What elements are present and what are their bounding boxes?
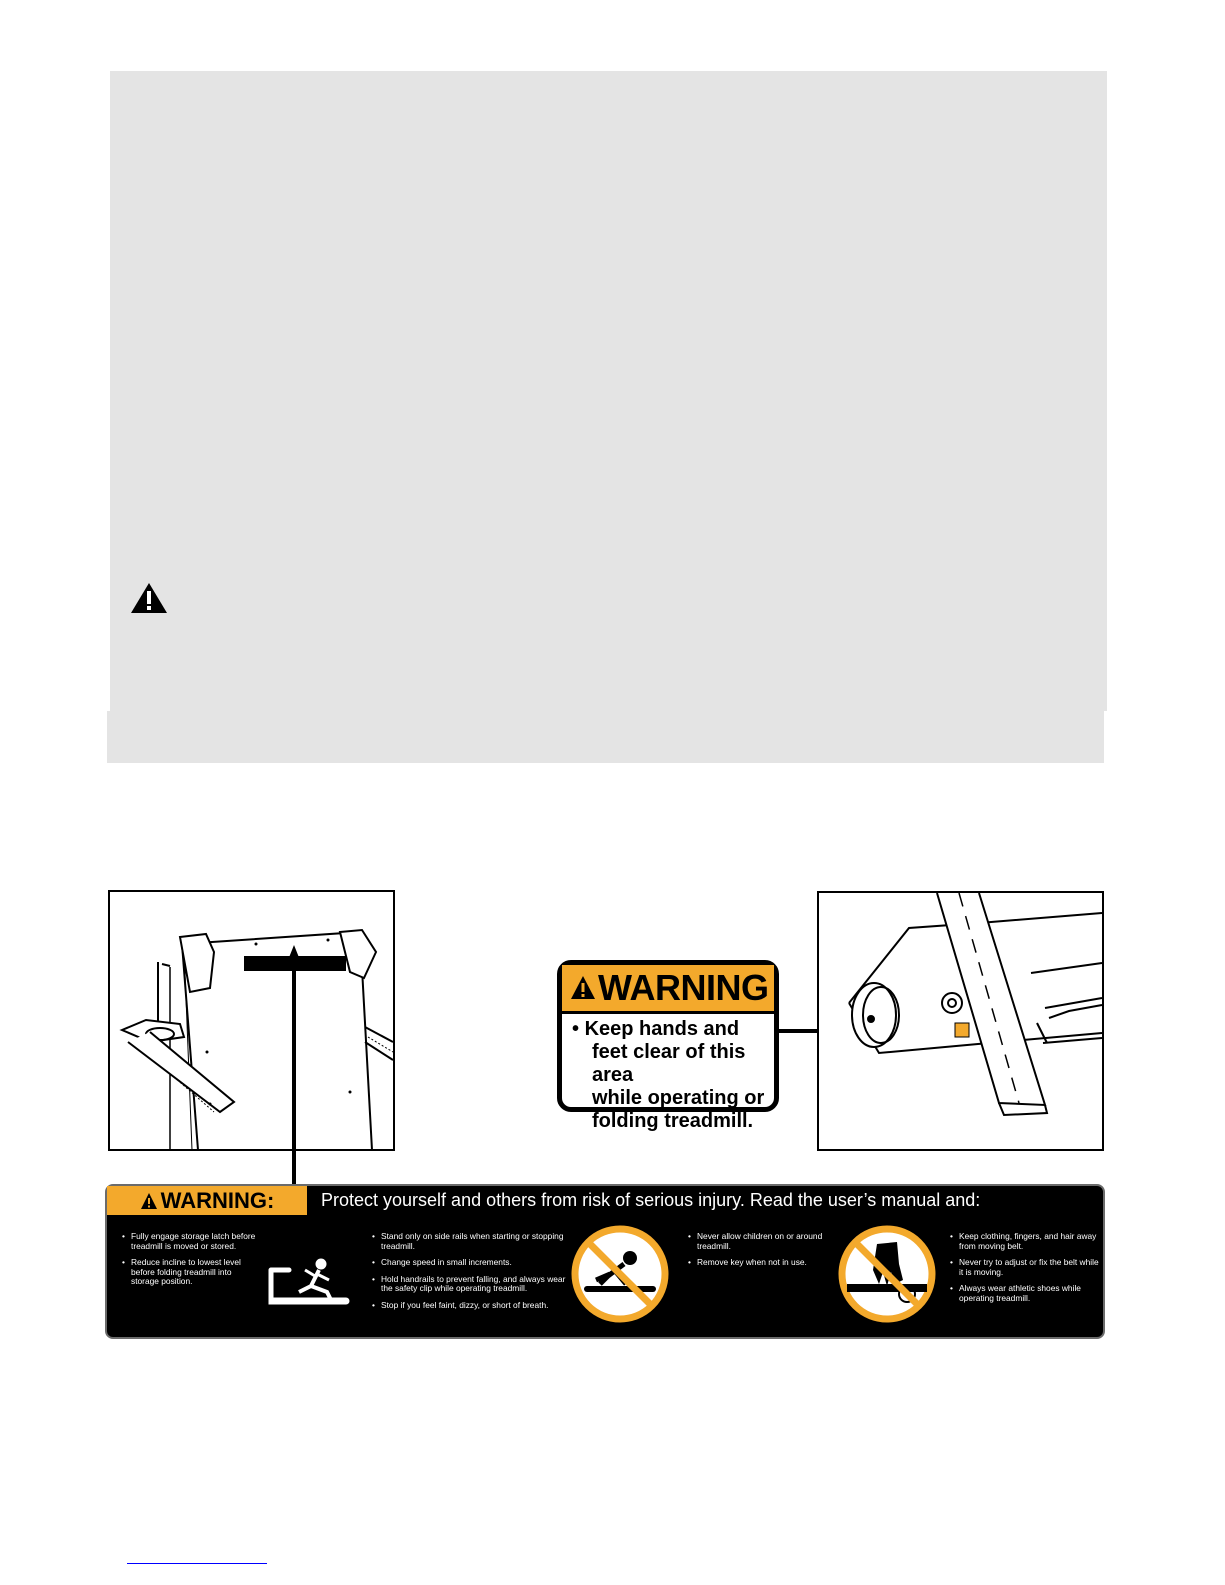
instruction-panel [110, 71, 1107, 711]
no-hands-icon [837, 1224, 937, 1324]
left-pointer-arrow [284, 945, 304, 1185]
warning-triangle-icon [140, 1192, 158, 1210]
banner-column-4 [949, 1232, 1099, 1311]
list-item: • Always wear athletic shoes while operating treadmill. [959, 1284, 1099, 1303]
banner-tag [107, 1186, 307, 1215]
decal-line-4: folding treadmill. [592, 1110, 754, 1132]
no-children-icon [570, 1224, 670, 1324]
list-item: • Hold handrails to prevent falling, and always wear the safety clip while operating treadmill. [381, 1275, 571, 1294]
list-item: • Keep clothing, fingers, and hair away from moving belt. [959, 1232, 1099, 1251]
link-underline [127, 1563, 267, 1564]
folded-treadmill-drawing [110, 892, 393, 1149]
warning-triangle-icon [130, 582, 168, 614]
list-item: • Remove key when not in use. [697, 1258, 827, 1268]
fall-pictogram-icon [265, 1256, 355, 1308]
list-item: • Stand only on side rails when starting or stopping treadmill. [381, 1232, 571, 1251]
banner-column-1 [121, 1232, 261, 1294]
decal-header [562, 965, 774, 1014]
folded-treadmill-illustration [108, 890, 395, 1151]
list-item: • Never try to adjust or fix the belt while it is moving. [959, 1258, 1099, 1277]
banner-tag-text: WARNING: [160, 1187, 275, 1213]
instruction-panel-bottom [107, 711, 1104, 763]
decal-text: • Keep hands and feet clear of this area while operating or folding treadmill. [562, 1014, 774, 1133]
treadmill-hinge-drawing [819, 893, 1102, 1149]
list-item: • Stop if you feel faint, dizzy, or short of breath. [381, 1301, 571, 1311]
banner-column-3 [687, 1232, 827, 1275]
list-item: • Fully engage storage latch before treadmill is moved or stored. [131, 1232, 261, 1251]
warning-banner-decal [105, 1184, 1105, 1339]
treadmill-hinge-illustration [817, 891, 1104, 1151]
list-item: • Reduce incline to lowest level before folding treadmill into storage position. [131, 1258, 261, 1287]
decal-line-1: Keep hands and [584, 1018, 740, 1040]
decal-line-3: while operating or [592, 1087, 765, 1109]
warning-triangle-icon [570, 975, 596, 1001]
decal-line-2: feet clear of this area [592, 1041, 746, 1086]
decal-heading: WARNING [598, 967, 769, 1008]
banner-column-2 [371, 1232, 571, 1318]
hands-feet-warning-decal [557, 960, 779, 1132]
list-item: • Never allow children on or around treadmill. [697, 1232, 827, 1251]
banner-title: Protect yourself and others from risk of serious injury. Read the user’s manual and: [321, 1190, 981, 1210]
list-item: • Change speed in small increments. [381, 1258, 571, 1268]
